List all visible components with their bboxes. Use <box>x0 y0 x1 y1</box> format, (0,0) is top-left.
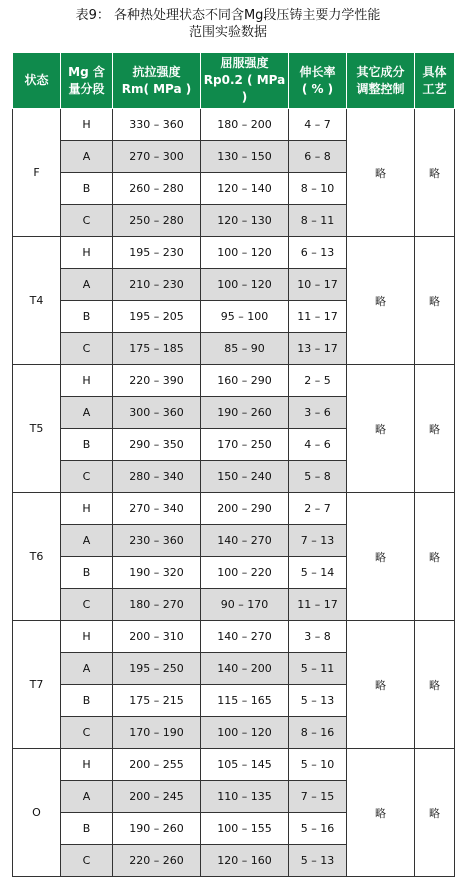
elongation-cell: 5 – 8 <box>289 461 347 493</box>
mg-segment-cell: A <box>61 525 113 557</box>
mg-segment-cell: A <box>61 653 113 685</box>
caption-line-2: 范围实验数据 <box>188 25 267 40</box>
elongation-cell: 5 – 14 <box>289 557 347 589</box>
mg-segment-cell: C <box>61 461 113 493</box>
tensile-cell: 200 – 310 <box>113 621 201 653</box>
elongation-cell: 2 – 5 <box>289 365 347 397</box>
elongation-cell: 5 – 10 <box>289 749 347 781</box>
mg-segment-cell: H <box>61 365 113 397</box>
elongation-cell: 11 – 17 <box>289 589 347 621</box>
yield-cell: 200 – 290 <box>201 493 289 525</box>
yield-cell: 140 – 270 <box>201 621 289 653</box>
elongation-cell: 2 – 7 <box>289 493 347 525</box>
elongation-cell: 10 – 17 <box>289 269 347 301</box>
tensile-cell: 180 – 270 <box>113 589 201 621</box>
tensile-cell: 280 – 340 <box>113 461 201 493</box>
mg-segment-cell: B <box>61 685 113 717</box>
tensile-cell: 300 – 360 <box>113 397 201 429</box>
table-row <box>13 493 455 525</box>
tensile-cell: 210 – 230 <box>113 269 201 301</box>
state-cell: F <box>13 109 61 237</box>
header-tensile-strength: 抗拉强度 Rm( MPa ) <box>113 53 201 109</box>
elongation-cell: 3 – 6 <box>289 397 347 429</box>
mg-segment-cell: C <box>61 589 113 621</box>
yield-cell: 100 – 220 <box>201 557 289 589</box>
yield-cell: 95 – 100 <box>201 301 289 333</box>
tensile-cell: 330 – 360 <box>113 109 201 141</box>
elongation-cell: 8 – 16 <box>289 717 347 749</box>
header-elongation: 伸长率 ( % ) <box>289 53 347 109</box>
process-cell: 略 <box>415 109 455 237</box>
mg-segment-cell: C <box>61 717 113 749</box>
mg-segment-cell: H <box>61 237 113 269</box>
elongation-cell: 3 – 8 <box>289 621 347 653</box>
yield-cell: 120 – 140 <box>201 173 289 205</box>
tensile-cell: 270 – 340 <box>113 493 201 525</box>
table-row <box>13 109 455 141</box>
yield-cell: 120 – 160 <box>201 845 289 877</box>
process-cell: 略 <box>415 365 455 493</box>
tensile-cell: 250 – 280 <box>113 205 201 237</box>
yield-cell: 105 – 145 <box>201 749 289 781</box>
process-cell: 略 <box>415 621 455 749</box>
mg-segment-cell: H <box>61 749 113 781</box>
other-composition-cell: 略 <box>347 109 415 237</box>
table-row <box>13 621 455 653</box>
elongation-cell: 13 – 17 <box>289 333 347 365</box>
yield-cell: 85 – 90 <box>201 333 289 365</box>
tensile-cell: 220 – 390 <box>113 365 201 397</box>
caption-line-1: 表9： 各种热处理状态不同含Mg段压铸主要力学性能 <box>75 8 381 23</box>
state-cell: T4 <box>13 237 61 365</box>
elongation-cell: 6 – 8 <box>289 141 347 173</box>
elongation-cell: 7 – 15 <box>289 781 347 813</box>
state-cell: T7 <box>13 621 61 749</box>
elongation-cell: 4 – 7 <box>289 109 347 141</box>
yield-cell: 100 – 155 <box>201 813 289 845</box>
elongation-cell: 6 – 13 <box>289 237 347 269</box>
other-composition-cell: 略 <box>347 493 415 621</box>
table-row <box>13 749 455 781</box>
mg-segment-cell: C <box>61 205 113 237</box>
yield-cell: 190 – 260 <box>201 397 289 429</box>
header-row <box>13 53 455 109</box>
header-other-composition: 其它成分 调整控制 <box>347 53 415 109</box>
elongation-cell: 5 – 16 <box>289 813 347 845</box>
tensile-cell: 195 – 230 <box>113 237 201 269</box>
mg-segment-cell: C <box>61 333 113 365</box>
process-cell: 略 <box>415 493 455 621</box>
elongation-cell: 5 – 13 <box>289 845 347 877</box>
mg-segment-cell: A <box>61 141 113 173</box>
tensile-cell: 220 – 260 <box>113 845 201 877</box>
elongation-cell: 11 – 17 <box>289 301 347 333</box>
other-composition-cell: 略 <box>347 365 415 493</box>
yield-cell: 100 – 120 <box>201 269 289 301</box>
mg-segment-cell: H <box>61 109 113 141</box>
yield-cell: 140 – 200 <box>201 653 289 685</box>
tensile-cell: 200 – 255 <box>113 749 201 781</box>
elongation-cell: 5 – 13 <box>289 685 347 717</box>
yield-cell: 160 – 290 <box>201 365 289 397</box>
state-cell: O <box>13 749 61 877</box>
tensile-cell: 200 – 245 <box>113 781 201 813</box>
state-cell: T6 <box>13 493 61 621</box>
process-cell: 略 <box>415 749 455 877</box>
yield-cell: 115 – 165 <box>201 685 289 717</box>
yield-cell: 110 – 135 <box>201 781 289 813</box>
mg-segment-cell: B <box>61 173 113 205</box>
tensile-cell: 175 – 185 <box>113 333 201 365</box>
yield-cell: 100 – 120 <box>201 717 289 749</box>
mg-segment-cell: H <box>61 493 113 525</box>
elongation-cell: 5 – 11 <box>289 653 347 685</box>
yield-cell: 140 – 270 <box>201 525 289 557</box>
mg-segment-cell: H <box>61 621 113 653</box>
tensile-cell: 190 – 260 <box>113 813 201 845</box>
yield-cell: 180 – 200 <box>201 109 289 141</box>
tensile-cell: 175 – 215 <box>113 685 201 717</box>
table-caption <box>0 0 456 46</box>
yield-cell: 170 – 250 <box>201 429 289 461</box>
tensile-cell: 190 – 320 <box>113 557 201 589</box>
tensile-cell: 270 – 300 <box>113 141 201 173</box>
process-cell: 略 <box>415 237 455 365</box>
tensile-cell: 290 – 350 <box>113 429 201 461</box>
elongation-cell: 4 – 6 <box>289 429 347 461</box>
elongation-cell: 7 – 13 <box>289 525 347 557</box>
mg-segment-cell: A <box>61 781 113 813</box>
state-cell: T5 <box>13 365 61 493</box>
mg-segment-cell: A <box>61 397 113 429</box>
mg-segment-cell: B <box>61 429 113 461</box>
yield-cell: 120 – 130 <box>201 205 289 237</box>
table-row <box>13 365 455 397</box>
header-process: 具体 工艺 <box>415 53 455 109</box>
properties-table <box>12 52 455 877</box>
mg-segment-cell: B <box>61 301 113 333</box>
mg-segment-cell: C <box>61 845 113 877</box>
yield-cell: 90 – 170 <box>201 589 289 621</box>
elongation-cell: 8 – 11 <box>289 205 347 237</box>
tensile-cell: 170 – 190 <box>113 717 201 749</box>
tensile-cell: 260 – 280 <box>113 173 201 205</box>
yield-cell: 100 – 120 <box>201 237 289 269</box>
mg-segment-cell: B <box>61 813 113 845</box>
mg-segment-cell: A <box>61 269 113 301</box>
mg-segment-cell: B <box>61 557 113 589</box>
header-state: 状态 <box>13 53 61 109</box>
elongation-cell: 8 – 10 <box>289 173 347 205</box>
header-mg-segment: Mg 含 量分段 <box>61 53 113 109</box>
yield-cell: 150 – 240 <box>201 461 289 493</box>
yield-cell: 130 – 150 <box>201 141 289 173</box>
tensile-cell: 230 – 360 <box>113 525 201 557</box>
table-row <box>13 237 455 269</box>
header-yield-strength: 屈服强度 Rp0.2 ( MPa ) <box>201 53 289 109</box>
tensile-cell: 195 – 205 <box>113 301 201 333</box>
other-composition-cell: 略 <box>347 237 415 365</box>
other-composition-cell: 略 <box>347 621 415 749</box>
tensile-cell: 195 – 250 <box>113 653 201 685</box>
other-composition-cell: 略 <box>347 749 415 877</box>
